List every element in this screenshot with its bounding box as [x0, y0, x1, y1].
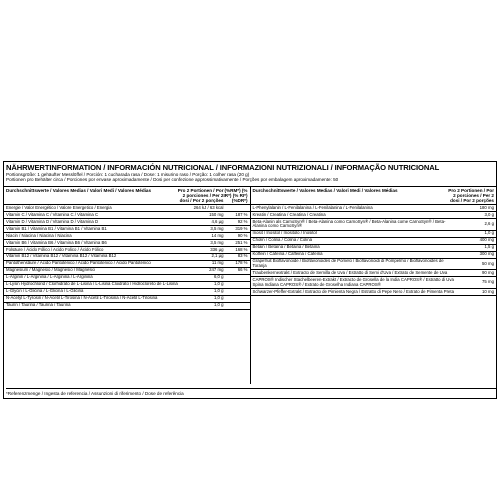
nutrient-amount: 3,5 mg	[210, 239, 224, 245]
nutrient-ri-percent: 168 %	[235, 246, 248, 252]
nutrient-amount: 75 mg	[482, 279, 494, 285]
nutrient-name: N-Acetyl L-Tyrosin / N-Acetil L-Tirosina / N-Acetil L-Tirosina / N-Acetil L-Tirosina	[6, 295, 158, 301]
nutrient-name: Vitamin B1 / Vitamina B1 / Vitamina B1 / Vitamina B1	[6, 225, 107, 231]
nutrient-ri-percent: 187 %	[235, 211, 248, 217]
nutrient-name: Pantothensäure / Ácido Pantoténico / Acido Pantotenico / Ácido Pantoténico	[6, 260, 151, 266]
nutrient-ri-percent: 83 %	[237, 253, 248, 259]
nutrient-name: CAPROS® Indischer Stachelbeeren-Extrakt / Extracto de Grosella de la India CAPROS® / Estratto di Uva Spina Indiana CAPROS® / Extrato de Groselha Indiana CAPROS®	[252, 277, 454, 287]
nutrition-label	[3, 161, 497, 399]
portion-size-line: Portionsgröße: 1 gehäufter Messlöffel / Porción: 1 cucharada rasa / Dose: 1 misurino raso / Porção: 1 colher rasa (20 g)	[6, 172, 250, 177]
nutrient-amount: 3,0 g	[484, 211, 494, 217]
nutrient-ri-percent: 92 %	[237, 218, 248, 224]
table-row	[4, 212, 250, 219]
nutrient-amount: 180 mg	[479, 204, 494, 210]
table-row	[4, 226, 250, 233]
header-desc: Durchschnittswerte / Valores Medias / Valori Medi / Valores Médias	[6, 188, 152, 193]
table-row	[251, 289, 497, 296]
nutrient-amount: 3,5 mg	[210, 225, 224, 231]
nutrient-amount: 1,0 g	[213, 281, 224, 287]
nutrient-amount: 247 mg	[209, 267, 224, 273]
nutrient-amount: 1,0 g	[213, 302, 224, 308]
nutrient-amount: 90 mg	[482, 270, 494, 276]
nutrient-ri-percent: 319 %	[235, 225, 248, 231]
nutrient-name: Grapefruit Bioflavonoide / Bioflavonoides de Pomelo / Bioflavonoidi di Pompelmo / Bioflavonoides de Toranja	[252, 258, 444, 269]
nutrient-amount: 50 mg	[482, 260, 494, 266]
servings-per-container-line: Portionen pro Behälter circa / Porciones por envase aproximadamente / Dosi per confezione approssimativamente / Porções por embalagem aproximadamente: 50	[6, 177, 339, 183]
nutrient-name: Vitamin C / Vitamina C / Vitamina C / Vitamina C	[6, 211, 99, 217]
left-column	[4, 186, 251, 384]
table-row	[251, 212, 497, 219]
nutrient-ri-percent: 178 %	[235, 260, 248, 266]
nutrient-amount: 400 mg	[479, 237, 494, 243]
table-row	[251, 259, 497, 271]
nutrient-amount: 264 kJ / 63 kcal	[193, 204, 224, 210]
nutrient-name: Traubenkernextrakt / Extracto de Semilla de Uva / Estratto di Semi d'Uva / Extrato de Semente de Uva	[252, 270, 448, 276]
nutrient-name: Energie / Valor Energético / Valore Energetico / Energia	[6, 204, 112, 210]
nutrient-amount: 14 mg	[211, 232, 224, 238]
nutrient-ri-percent: 90 %	[237, 232, 248, 238]
nutrient-name: Betain / Betaína / Betaina / Betaína	[252, 244, 320, 250]
table-row	[251, 205, 497, 212]
nutrient-amount: 11 mg	[211, 260, 224, 266]
header-ri: (%RM*) (% IR*) (% RI*) (%DR*)	[223, 188, 248, 203]
nutrient-name: L-Arginin / L-Arginina / L-Arginina / L-Arginina	[6, 274, 93, 280]
nutrient-amount: 1,0 g	[213, 288, 224, 294]
nutrient-name: Inosit / Inositol / Inositolo / Inositol	[252, 230, 317, 236]
nutrient-name: L-Lysin Hydrochlorid / Clorhidrato de L-Lisina / L-Lisina Cloidrato / Hidrocloreto de L-Lisina	[6, 281, 178, 287]
footnote: *Referenzmenge / Ingesta de referencia / Assunzioni di riferimento / Dose de referência	[6, 388, 496, 396]
nutrient-amount: 1,0 g	[213, 295, 224, 301]
nutrient-name: Magnesium / Magnesio / Magnesio / Magnésio	[6, 267, 95, 273]
nutrient-name: Kreatin / Creatina / Creatina / Creatina	[252, 211, 326, 217]
right-column-header	[251, 186, 497, 205]
nutrient-name: L-Glycin / L-Glicina / L-Glicina / L-Glicina	[6, 288, 84, 294]
table-row	[4, 233, 250, 240]
nutrient-name: Koffein / Cafeína / Caffeina / Cafeína	[252, 251, 323, 257]
nutrient-name: Cholin / Colina / Colina / Colina	[252, 237, 312, 243]
right-rows	[251, 205, 497, 296]
nutrient-amount: 150 mg	[209, 211, 224, 217]
nutrient-name: Beta-Alanin als CarnoSyn® / Beta-Alanina como CarnoSyn® / Beta-Alanina come CarnoSyn® / Beta-Alanina como CarnoSyn®	[252, 218, 446, 229]
table-row	[251, 219, 497, 231]
nutrient-amount: 1,0 g	[484, 230, 494, 236]
nutrient-name: Vitamin D / Vitamina D / Vitamina D / Vitamina D	[6, 218, 99, 224]
nutrient-amount: 6,0 g	[213, 274, 224, 280]
nutrient-amount: 300 mg	[479, 251, 494, 257]
header-per-serving: Pro 2 Portionen / Por 2 porciones / Per 2 dosi / Por 2 porções	[448, 188, 494, 203]
nutrient-name: Folsäure / Ácido Fólico / Acido Folico / Ácido Fólico	[6, 246, 104, 252]
right-column	[251, 186, 497, 384]
nutrient-name: L-Phenylalanin / L-Fenilalanina / L-Fenilalanina / L-Fenilalanina	[252, 204, 373, 210]
left-rows	[4, 205, 250, 310]
nutrient-ri-percent: 251 %	[235, 239, 248, 245]
nutrient-amount: 1,5 g	[484, 244, 494, 250]
nutrient-amount: 336 µg	[210, 246, 224, 252]
table-row	[251, 277, 497, 289]
table-row	[4, 205, 250, 212]
left-column-header	[4, 186, 250, 205]
nutrient-name: Vitamin B6 / Vitamina B6 / Vitamina B6 / Vitamina B6	[6, 239, 107, 245]
nutrient-name: Taurin / Taurina / Taurina / Taurina	[6, 302, 71, 308]
nutrient-amount: 2,6 g	[484, 220, 494, 226]
table-row	[4, 219, 250, 226]
nutrient-amount: 4,6 µg	[211, 218, 224, 224]
nutrient-name: Niacin / Niacina / Niacina / Niacina	[6, 232, 72, 238]
nutrition-columns	[4, 186, 496, 384]
header-per-serving: Pro 2 Portionen / Por 2 porciones / Per 2 dosi / Por 2 porções	[177, 188, 224, 203]
nutrient-name: Schwarzer-Pfeffer-Extrakt / Extracto de Pimienta Negra / Estratto di Pepe Nero / Extrato de Pimenta Preta	[252, 288, 454, 294]
nutrient-amount: 10 mg	[482, 288, 494, 294]
nutrient-ri-percent: 66 %	[237, 267, 248, 273]
nutrient-amount: 2,1 µg	[211, 253, 224, 259]
nutrient-name: Vitamin B12 / Vitamina B12 / Vitamina B12 / Vitamina B12	[6, 253, 117, 259]
table-row	[4, 240, 250, 247]
header-desc: Durchschnittswerte / Valores Medias / Valori Medi / Valores Médias	[252, 188, 398, 193]
label-title: NÄHRWERTINFORMATION / INFORMACIÓN NUTRICIONAL / INFORMAZIONI NUTRIZIONALI / INFORMAÇÃO NUTRICIONAL	[6, 163, 440, 172]
table-row	[4, 303, 250, 310]
